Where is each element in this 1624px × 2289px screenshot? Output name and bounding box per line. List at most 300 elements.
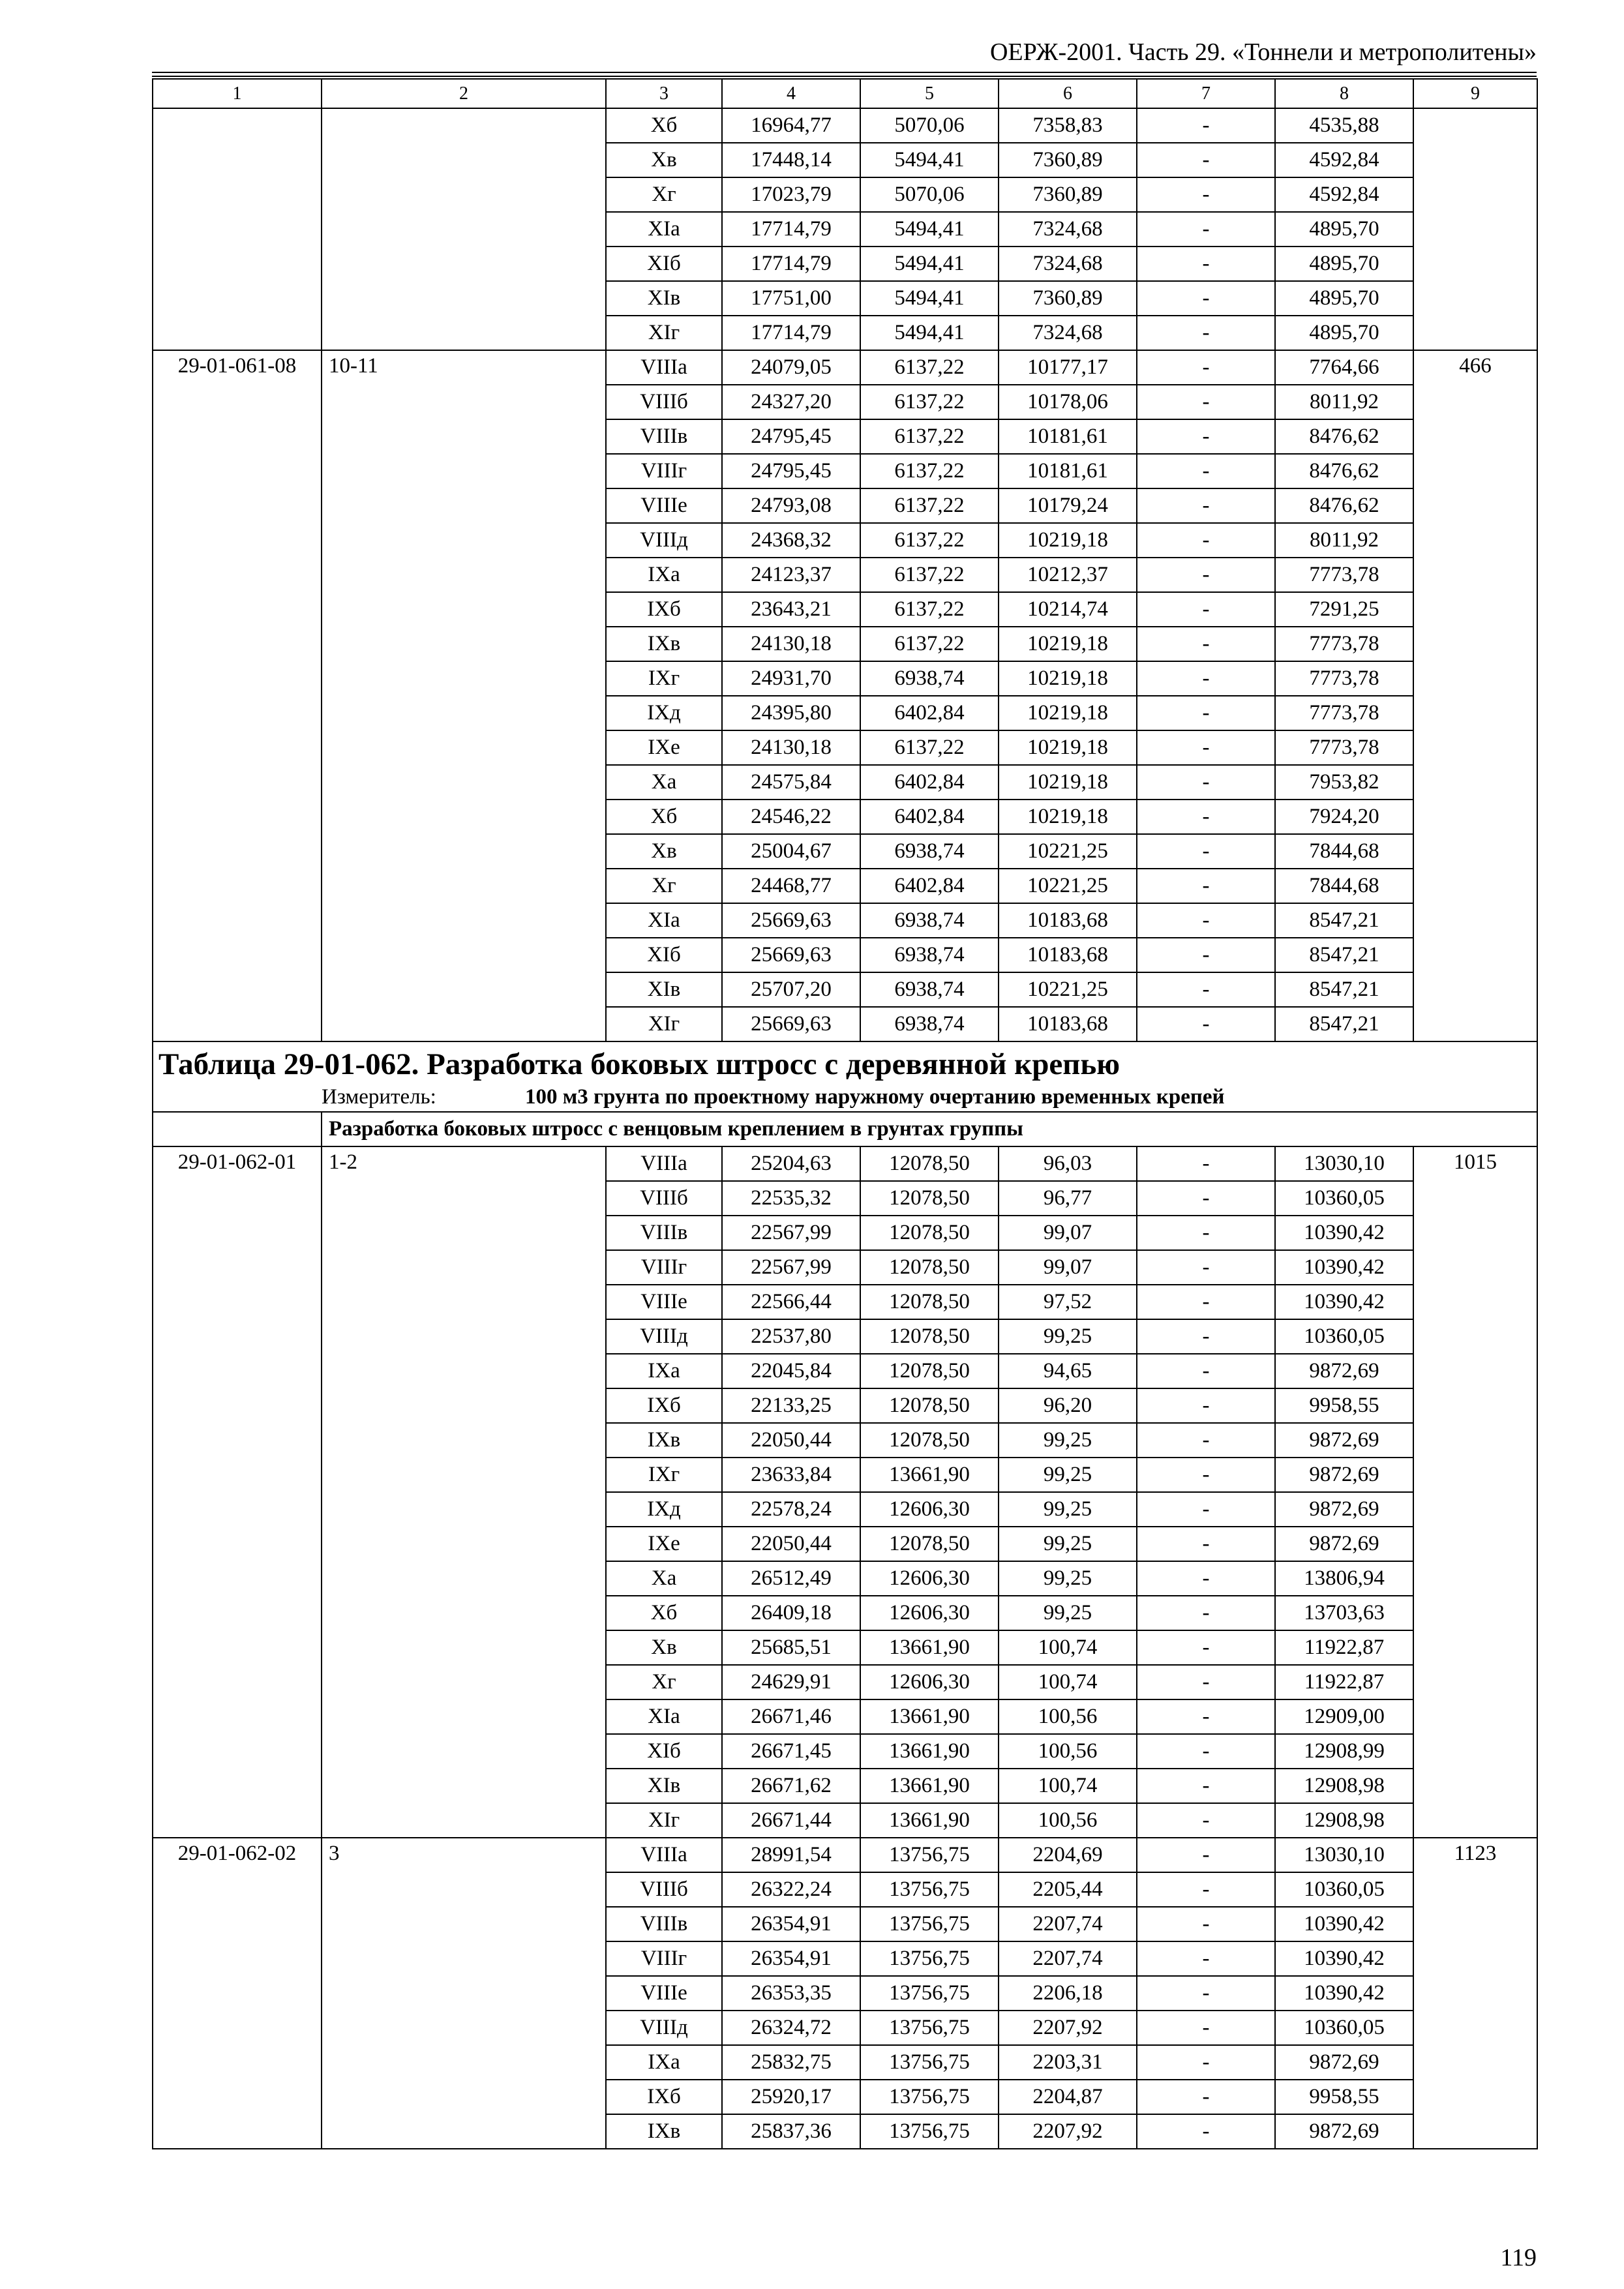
category-cell: VIIIб xyxy=(606,385,722,419)
value-cell: 7360,89 xyxy=(999,143,1137,177)
value-cell: 12908,98 xyxy=(1275,1803,1413,1838)
value-cell: - xyxy=(1137,1007,1275,1041)
value-cell: 7324,68 xyxy=(999,316,1137,350)
value-cell: 16964,77 xyxy=(722,108,860,143)
value-cell: 6137,22 xyxy=(860,385,999,419)
value-cell: 24130,18 xyxy=(722,627,860,661)
value-cell: 6137,22 xyxy=(860,419,999,454)
value-cell: 9958,55 xyxy=(1275,1388,1413,1423)
value-cell: 12078,50 xyxy=(860,1250,999,1285)
value-cell: 4895,70 xyxy=(1275,212,1413,247)
value-cell: 13030,10 xyxy=(1275,1146,1413,1181)
measure-label: Измеритель: xyxy=(322,1085,436,1109)
value-cell: 8476,62 xyxy=(1275,419,1413,454)
value-cell: 24575,84 xyxy=(722,765,860,800)
range-cell: 1-2 xyxy=(322,1146,606,1838)
column-number: 3 xyxy=(606,79,722,108)
value-cell: - xyxy=(1137,1630,1275,1665)
category-cell: XIв xyxy=(606,972,722,1007)
value-cell: 22567,99 xyxy=(722,1250,860,1285)
value-cell: 10183,68 xyxy=(999,1007,1137,1041)
value-cell: 26671,44 xyxy=(722,1803,860,1838)
value-cell: 17751,00 xyxy=(722,281,860,316)
value-cell: 22133,25 xyxy=(722,1388,860,1423)
value-cell: 12078,50 xyxy=(860,1423,999,1458)
category-cell: VIIIв xyxy=(606,1216,722,1250)
value-cell: 22050,44 xyxy=(722,1423,860,1458)
value-cell: - xyxy=(1137,523,1275,558)
value-cell: 22537,80 xyxy=(722,1319,860,1354)
value-cell: 24793,08 xyxy=(722,488,860,523)
category-cell: IXд xyxy=(606,1492,722,1527)
value-cell: 2206,18 xyxy=(999,1976,1137,2011)
value-cell: 7844,68 xyxy=(1275,834,1413,869)
value-cell: 99,25 xyxy=(999,1423,1137,1458)
value-cell: - xyxy=(1137,1838,1275,1872)
value-cell: 10212,37 xyxy=(999,558,1137,592)
category-cell: IXе xyxy=(606,1527,722,1561)
category-cell: IXб xyxy=(606,1388,722,1423)
value-cell: 8547,21 xyxy=(1275,1007,1413,1041)
value-cell: 10221,25 xyxy=(999,869,1137,903)
value-cell: 13806,94 xyxy=(1275,1561,1413,1596)
value-cell: 5070,06 xyxy=(860,108,999,143)
category-cell: XIв xyxy=(606,281,722,316)
value-cell: 24468,77 xyxy=(722,869,860,903)
category-cell: IXб xyxy=(606,2080,722,2114)
column-number: 9 xyxy=(1413,79,1537,108)
value-cell: 22566,44 xyxy=(722,1285,860,1319)
value-cell: 8547,21 xyxy=(1275,972,1413,1007)
category-cell: XIа xyxy=(606,903,722,938)
value-cell: - xyxy=(1137,627,1275,661)
table-row xyxy=(153,350,1537,385)
value-cell: 97,52 xyxy=(999,1285,1137,1319)
category-cell: Xг xyxy=(606,177,722,212)
range-cell: 10-11 xyxy=(322,350,606,1041)
value-cell: 9958,55 xyxy=(1275,2080,1413,2114)
value-cell: 7324,68 xyxy=(999,247,1137,281)
value-cell: 10360,05 xyxy=(1275,1872,1413,1907)
rates-table xyxy=(152,78,1538,2149)
value-cell: 2203,31 xyxy=(999,2045,1137,2080)
measure-value: 100 м3 грунта по проектному наружному очертанию временных крепей xyxy=(525,1085,1225,1109)
value-cell: - xyxy=(1137,2080,1275,2114)
value-cell: 12078,50 xyxy=(860,1319,999,1354)
category-cell: VIIIд xyxy=(606,523,722,558)
column-number: 6 xyxy=(999,79,1137,108)
total-cell: 466 xyxy=(1413,350,1537,1041)
value-cell: - xyxy=(1137,972,1275,1007)
value-cell: 25832,75 xyxy=(722,2045,860,2080)
section-row xyxy=(153,1112,1537,1146)
category-cell: VIIIв xyxy=(606,419,722,454)
value-cell: 24130,18 xyxy=(722,730,860,765)
value-cell: 6137,22 xyxy=(860,523,999,558)
value-cell: 4895,70 xyxy=(1275,316,1413,350)
value-cell: 6402,84 xyxy=(860,696,999,730)
value-cell: 6938,74 xyxy=(860,834,999,869)
value-cell: 10390,42 xyxy=(1275,1285,1413,1319)
value-cell: - xyxy=(1137,350,1275,385)
value-cell: - xyxy=(1137,1527,1275,1561)
value-cell: 12078,50 xyxy=(860,1216,999,1250)
value-cell: - xyxy=(1137,1250,1275,1285)
section-blank-cell xyxy=(153,1112,322,1146)
value-cell: - xyxy=(1137,1388,1275,1423)
category-cell: VIIIб xyxy=(606,1872,722,1907)
value-cell: 26512,49 xyxy=(722,1561,860,1596)
value-cell: 17023,79 xyxy=(722,177,860,212)
column-number: 4 xyxy=(722,79,860,108)
value-cell: 96,03 xyxy=(999,1146,1137,1181)
value-cell: 10219,18 xyxy=(999,730,1137,765)
value-cell: - xyxy=(1137,108,1275,143)
value-cell: 13756,75 xyxy=(860,2114,999,2149)
value-cell: 10221,25 xyxy=(999,972,1137,1007)
value-cell: 96,20 xyxy=(999,1388,1137,1423)
value-cell: - xyxy=(1137,1146,1275,1181)
value-cell: 10219,18 xyxy=(999,800,1137,834)
value-cell: 12078,50 xyxy=(860,1146,999,1181)
value-cell: - xyxy=(1137,800,1275,834)
table-row xyxy=(153,1838,1537,1872)
value-cell: 24931,70 xyxy=(722,661,860,696)
value-cell: 10183,68 xyxy=(999,903,1137,938)
category-cell: VIIIе xyxy=(606,1285,722,1319)
value-cell: - xyxy=(1137,385,1275,419)
value-cell: 6402,84 xyxy=(860,800,999,834)
category-cell: IXа xyxy=(606,558,722,592)
value-cell: 10181,61 xyxy=(999,419,1137,454)
value-cell: 10360,05 xyxy=(1275,1319,1413,1354)
value-cell: 24795,45 xyxy=(722,419,860,454)
code-cell: 29-01-062-02 xyxy=(153,1838,322,2149)
value-cell: 100,74 xyxy=(999,1665,1137,1699)
category-cell: Xа xyxy=(606,765,722,800)
value-cell: - xyxy=(1137,1319,1275,1354)
value-cell: 6137,22 xyxy=(860,592,999,627)
value-cell: 26671,46 xyxy=(722,1699,860,1734)
category-cell: VIIIг xyxy=(606,454,722,488)
value-cell: - xyxy=(1137,1458,1275,1492)
value-cell: 13756,75 xyxy=(860,1872,999,1907)
value-cell: 6137,22 xyxy=(860,627,999,661)
table-title-row xyxy=(153,1041,1537,1112)
value-cell: 99,25 xyxy=(999,1319,1137,1354)
category-cell: VIIIа xyxy=(606,1838,722,1872)
category-cell: XIа xyxy=(606,1699,722,1734)
value-cell: 6938,74 xyxy=(860,938,999,972)
category-cell: Xв xyxy=(606,143,722,177)
value-cell: 10178,06 xyxy=(999,385,1137,419)
value-cell: 10181,61 xyxy=(999,454,1137,488)
value-cell: 2205,44 xyxy=(999,1872,1137,1907)
value-cell: 9872,69 xyxy=(1275,1527,1413,1561)
value-cell: 25204,63 xyxy=(722,1146,860,1181)
value-cell: 10360,05 xyxy=(1275,2011,1413,2045)
value-cell: 10179,24 xyxy=(999,488,1137,523)
value-cell: 9872,69 xyxy=(1275,2045,1413,2080)
value-cell: 13661,90 xyxy=(860,1458,999,1492)
value-cell: 7773,78 xyxy=(1275,730,1413,765)
value-cell: - xyxy=(1137,1216,1275,1250)
value-cell: 10390,42 xyxy=(1275,1250,1413,1285)
value-cell: 13661,90 xyxy=(860,1734,999,1769)
value-cell: 12908,98 xyxy=(1275,1769,1413,1803)
value-cell: - xyxy=(1137,592,1275,627)
value-cell: 22567,99 xyxy=(722,1216,860,1250)
value-cell: - xyxy=(1137,1907,1275,1941)
value-cell: 12078,50 xyxy=(860,1354,999,1388)
value-cell: 9872,69 xyxy=(1275,1458,1413,1492)
category-cell: VIIIд xyxy=(606,2011,722,2045)
value-cell: 24079,05 xyxy=(722,350,860,385)
value-cell: 10390,42 xyxy=(1275,1976,1413,2011)
column-number: 5 xyxy=(860,79,999,108)
value-cell: 7844,68 xyxy=(1275,869,1413,903)
value-cell: - xyxy=(1137,903,1275,938)
value-cell: 25669,63 xyxy=(722,903,860,938)
value-cell: 7764,66 xyxy=(1275,350,1413,385)
column-number: 1 xyxy=(153,79,322,108)
category-cell: Xв xyxy=(606,834,722,869)
value-cell: 2207,92 xyxy=(999,2011,1137,2045)
value-cell: 24327,20 xyxy=(722,385,860,419)
category-cell: VIIIг xyxy=(606,1250,722,1285)
value-cell: 100,74 xyxy=(999,1630,1137,1665)
value-cell: 99,25 xyxy=(999,1458,1137,1492)
value-cell: - xyxy=(1137,2011,1275,2045)
value-cell: 12909,00 xyxy=(1275,1699,1413,1734)
category-cell: VIIIб xyxy=(606,1181,722,1216)
value-cell: 2204,69 xyxy=(999,1838,1137,1872)
value-cell: 8476,62 xyxy=(1275,454,1413,488)
value-cell: 6137,22 xyxy=(860,488,999,523)
total-cell xyxy=(1413,108,1537,350)
value-cell: - xyxy=(1137,1561,1275,1596)
value-cell: 10219,18 xyxy=(999,627,1137,661)
value-cell: 10177,17 xyxy=(999,350,1137,385)
value-cell: 17714,79 xyxy=(722,316,860,350)
value-cell: 6137,22 xyxy=(860,558,999,592)
category-cell: Xб xyxy=(606,108,722,143)
value-cell: 12606,30 xyxy=(860,1596,999,1630)
value-cell: 22578,24 xyxy=(722,1492,860,1527)
value-cell: - xyxy=(1137,1665,1275,1699)
value-cell: 100,56 xyxy=(999,1699,1137,1734)
category-cell: Xг xyxy=(606,1665,722,1699)
value-cell: 22045,84 xyxy=(722,1354,860,1388)
category-cell: VIIIа xyxy=(606,1146,722,1181)
value-cell: 25669,63 xyxy=(722,938,860,972)
value-cell: - xyxy=(1137,454,1275,488)
value-cell: - xyxy=(1137,2045,1275,2080)
value-cell: 23643,21 xyxy=(722,592,860,627)
value-cell: 7291,25 xyxy=(1275,592,1413,627)
value-cell: - xyxy=(1137,696,1275,730)
value-cell: 12606,30 xyxy=(860,1561,999,1596)
value-cell: 13661,90 xyxy=(860,1769,999,1803)
value-cell: 6137,22 xyxy=(860,350,999,385)
category-cell: XIв xyxy=(606,1769,722,1803)
value-cell: - xyxy=(1137,316,1275,350)
value-cell: 4592,84 xyxy=(1275,177,1413,212)
category-cell: Xг xyxy=(606,869,722,903)
value-cell: 26354,91 xyxy=(722,1907,860,1941)
value-cell: - xyxy=(1137,661,1275,696)
value-cell: 25837,36 xyxy=(722,2114,860,2149)
page-number: 119 xyxy=(1500,2244,1537,2271)
value-cell: - xyxy=(1137,765,1275,800)
value-cell: 7953,82 xyxy=(1275,765,1413,800)
value-cell: 5494,41 xyxy=(860,143,999,177)
value-cell: 24368,32 xyxy=(722,523,860,558)
category-cell: XIб xyxy=(606,247,722,281)
column-number: 8 xyxy=(1275,79,1413,108)
value-cell: 7773,78 xyxy=(1275,696,1413,730)
value-cell: 99,07 xyxy=(999,1250,1137,1285)
value-cell: 13703,63 xyxy=(1275,1596,1413,1630)
value-cell: 7773,78 xyxy=(1275,661,1413,696)
value-cell: 6938,74 xyxy=(860,972,999,1007)
value-cell: 13661,90 xyxy=(860,1803,999,1838)
value-cell: 100,56 xyxy=(999,1734,1137,1769)
value-cell: 8476,62 xyxy=(1275,488,1413,523)
category-cell: Xб xyxy=(606,800,722,834)
value-cell: - xyxy=(1137,1492,1275,1527)
value-cell: 5494,41 xyxy=(860,212,999,247)
value-cell: 10221,25 xyxy=(999,834,1137,869)
value-cell: 99,25 xyxy=(999,1561,1137,1596)
category-cell: IXа xyxy=(606,1354,722,1388)
category-cell: VIIIе xyxy=(606,488,722,523)
value-cell: 10183,68 xyxy=(999,938,1137,972)
category-cell: XIа xyxy=(606,212,722,247)
value-cell: 13756,75 xyxy=(860,1976,999,2011)
value-cell: 7924,20 xyxy=(1275,800,1413,834)
value-cell: - xyxy=(1137,1941,1275,1976)
value-cell: 23633,84 xyxy=(722,1458,860,1492)
value-cell: 7360,89 xyxy=(999,281,1137,316)
value-cell: - xyxy=(1137,1354,1275,1388)
value-cell: 10390,42 xyxy=(1275,1941,1413,1976)
category-cell: Xб xyxy=(606,1596,722,1630)
value-cell: 96,77 xyxy=(999,1181,1137,1216)
value-cell: 8011,92 xyxy=(1275,523,1413,558)
value-cell: 10390,42 xyxy=(1275,1907,1413,1941)
value-cell: 24795,45 xyxy=(722,454,860,488)
value-cell: 24629,91 xyxy=(722,1665,860,1699)
value-cell: 26354,91 xyxy=(722,1941,860,1976)
value-cell: 5494,41 xyxy=(860,247,999,281)
value-cell: 8547,21 xyxy=(1275,903,1413,938)
category-cell: XIг xyxy=(606,1007,722,1041)
value-cell: 12078,50 xyxy=(860,1527,999,1561)
category-cell: IXв xyxy=(606,627,722,661)
value-cell: 94,65 xyxy=(999,1354,1137,1388)
value-cell: - xyxy=(1137,1596,1275,1630)
value-cell: - xyxy=(1137,730,1275,765)
section-title: Разработка боковых штросс с венцовым креплением в грунтах группы xyxy=(322,1112,1537,1146)
value-cell: - xyxy=(1137,1976,1275,2011)
value-cell: 12078,50 xyxy=(860,1388,999,1423)
value-cell: 26671,45 xyxy=(722,1734,860,1769)
header-rule xyxy=(152,72,1537,77)
value-cell: - xyxy=(1137,281,1275,316)
value-cell: 13756,75 xyxy=(860,2011,999,2045)
value-cell: 5070,06 xyxy=(860,177,999,212)
category-cell: XIб xyxy=(606,1734,722,1769)
value-cell: 12606,30 xyxy=(860,1665,999,1699)
value-cell: 10219,18 xyxy=(999,765,1137,800)
total-cell: 1015 xyxy=(1413,1146,1537,1838)
value-cell: 4592,84 xyxy=(1275,143,1413,177)
category-cell: IXв xyxy=(606,2114,722,2149)
value-cell: 99,25 xyxy=(999,1527,1137,1561)
value-cell: 12078,50 xyxy=(860,1181,999,1216)
value-cell: 13756,75 xyxy=(860,1838,999,1872)
table-title-cell xyxy=(153,1041,1537,1112)
category-cell: VIIIе xyxy=(606,1976,722,2011)
value-cell: 13756,75 xyxy=(860,1941,999,1976)
range-cell: 3 xyxy=(322,1838,606,2149)
value-cell: - xyxy=(1137,1769,1275,1803)
value-cell: - xyxy=(1137,938,1275,972)
value-cell: - xyxy=(1137,247,1275,281)
code-cell: 29-01-061-08 xyxy=(153,350,322,1041)
value-cell: 24395,80 xyxy=(722,696,860,730)
value-cell: 7773,78 xyxy=(1275,627,1413,661)
value-cell: 6402,84 xyxy=(860,869,999,903)
value-cell: 25920,17 xyxy=(722,2080,860,2114)
value-cell: 6402,84 xyxy=(860,765,999,800)
category-cell: IXа xyxy=(606,2045,722,2080)
value-cell: 24123,37 xyxy=(722,558,860,592)
code-cell xyxy=(153,108,322,350)
table-title: Таблица 29-01-062. Разработка боковых штросс с деревянной крепью xyxy=(158,1047,1120,1081)
column-number: 7 xyxy=(1137,79,1275,108)
value-cell: 13030,10 xyxy=(1275,1838,1413,1872)
value-cell: 26353,35 xyxy=(722,1976,860,2011)
value-cell: 9872,69 xyxy=(1275,1492,1413,1527)
value-cell: - xyxy=(1137,1699,1275,1734)
value-cell: 25004,67 xyxy=(722,834,860,869)
value-cell: 100,74 xyxy=(999,1769,1137,1803)
value-cell: 9872,69 xyxy=(1275,1423,1413,1458)
value-cell: - xyxy=(1137,488,1275,523)
total-cell: 1123 xyxy=(1413,1838,1537,2149)
category-cell: Xв xyxy=(606,1630,722,1665)
value-cell: - xyxy=(1137,558,1275,592)
value-cell: 2207,74 xyxy=(999,1941,1137,1976)
value-cell: 8547,21 xyxy=(1275,938,1413,972)
value-cell: 10219,18 xyxy=(999,661,1137,696)
category-cell: VIIIг xyxy=(606,1941,722,1976)
value-cell: 4535,88 xyxy=(1275,108,1413,143)
value-cell: 12908,99 xyxy=(1275,1734,1413,1769)
value-cell: 2207,74 xyxy=(999,1907,1137,1941)
category-cell: XIг xyxy=(606,1803,722,1838)
value-cell: 17448,14 xyxy=(722,143,860,177)
table-body xyxy=(153,79,1537,2149)
value-cell: 11922,87 xyxy=(1275,1665,1413,1699)
value-cell: 22050,44 xyxy=(722,1527,860,1561)
category-cell: IXг xyxy=(606,661,722,696)
column-number: 2 xyxy=(322,79,606,108)
value-cell: 7360,89 xyxy=(999,177,1137,212)
value-cell: 5494,41 xyxy=(860,281,999,316)
